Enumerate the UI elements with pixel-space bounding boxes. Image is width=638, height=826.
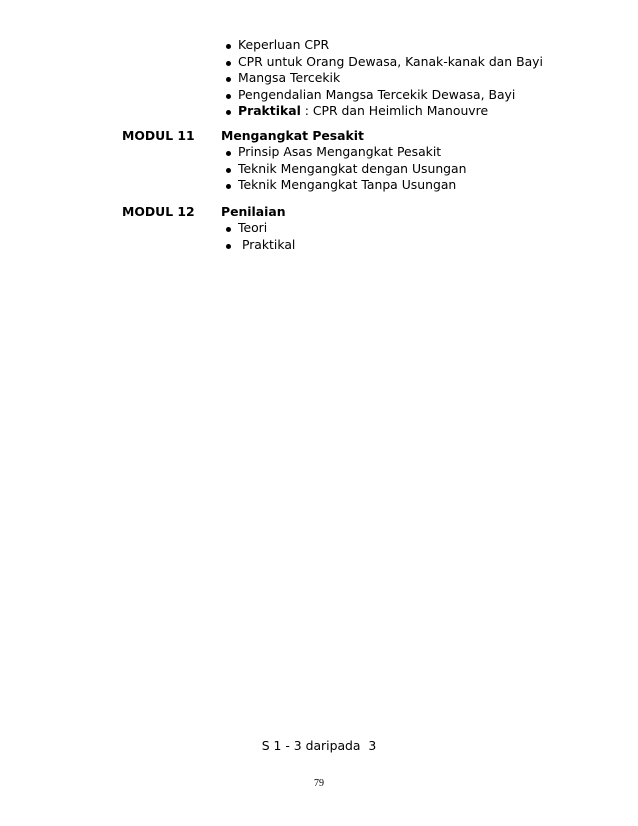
top-bullet-list: [221, 37, 543, 120]
list-item-text: Teori: [238, 220, 268, 235]
bullet-icon: [226, 77, 231, 82]
module-11-title: Mengangkat Pesakit: [221, 128, 364, 143]
module-11-bullet-list: [221, 144, 467, 194]
list-item: [221, 70, 543, 87]
list-item-text: Teknik Mengangkat Tanpa Usungan: [238, 177, 457, 192]
bullet-icon: [226, 151, 231, 156]
practical-label: Praktikal: [238, 103, 301, 118]
list-item: [221, 37, 543, 54]
list-item: [221, 220, 295, 237]
list-item-text: Teknik Mengangkat dengan Usungan: [238, 160, 467, 176]
page-footer: S 1 - 3 daripada 3: [261, 738, 377, 753]
practical-detail: : CPR dan Heimlich Manouvre: [300, 103, 489, 118]
bullet-icon: [226, 44, 231, 49]
list-item: [221, 237, 295, 254]
bullet-icon: [226, 110, 231, 115]
list-item: [221, 161, 467, 178]
page-number: 79: [314, 778, 324, 789]
list-item: [221, 144, 467, 161]
list-item: [221, 103, 543, 120]
list-item-text: Keperluan CPR: [238, 37, 330, 52]
bullet-icon: [226, 227, 231, 232]
module-12-title: Penilaian: [221, 204, 286, 219]
list-item-text: Prinsip Asas Mengangkat Pesakit: [238, 144, 442, 159]
module-12-label: MODUL 12: [122, 204, 195, 219]
module-11-label: MODUL 11: [122, 128, 195, 143]
list-item: [221, 177, 467, 194]
module-12-bullet-list: [221, 220, 295, 253]
list-item-text: Praktikal: [238, 236, 296, 252]
bullet-icon: [226, 184, 231, 189]
list-item: [221, 54, 543, 71]
list-item-text: Mangsa Tercekik: [238, 70, 341, 85]
list-item-text: Pengendalian Mangsa Tercekik Dewasa, Bayi: [238, 86, 516, 102]
bullet-icon: [226, 244, 231, 249]
bullet-icon: [226, 168, 231, 173]
bullet-icon: [226, 94, 231, 99]
list-item: [221, 87, 543, 104]
bullet-icon: [226, 61, 231, 66]
list-item-text: CPR untuk Orang Dewasa, Kanak-kanak dan Bayi: [238, 53, 543, 69]
